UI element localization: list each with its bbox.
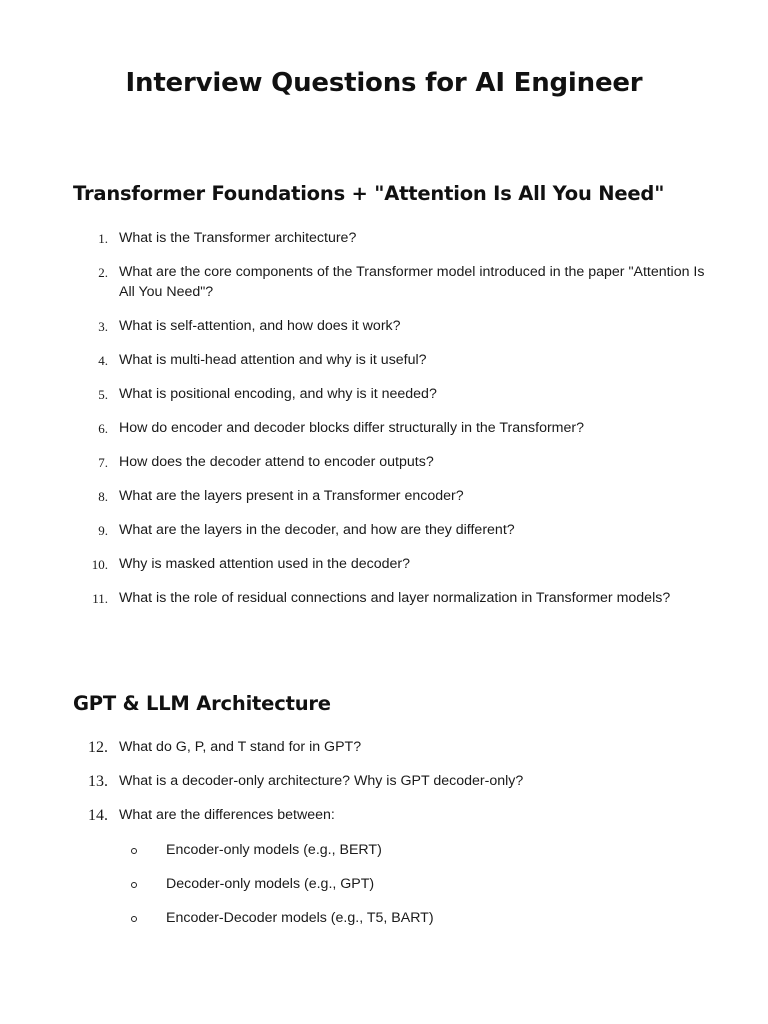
question-number: 13.	[88, 773, 108, 790]
question-text: What is the Transformer architecture?	[119, 230, 357, 246]
list-item	[0, 521, 768, 541]
sub-item-text: Decoder-only models (e.g., GPT)	[166, 876, 375, 892]
question-number: 14.	[88, 807, 108, 824]
list-item	[0, 772, 768, 792]
section-heading-gpt-llm-architecture: GPT & LLM Architecture	[73, 692, 331, 715]
question-list-transformer-foundations	[0, 229, 768, 623]
sub-item-text: Encoder-Decoder models (e.g., T5, BART)	[166, 910, 434, 926]
question-text: What do G, P, and T stand for in GPT?	[119, 739, 362, 755]
question-number: 12.	[88, 739, 108, 756]
question-text: What are the core components of the Transformer model introduced in the paper "Attention Is All You Need"?	[119, 264, 705, 300]
list-item	[0, 453, 768, 473]
question-text: How do encoder and decoder blocks differ structurally in the Transformer?	[119, 419, 585, 436]
hollow-bullet-icon	[131, 848, 137, 854]
list-item	[0, 806, 768, 826]
model-type-sublist	[0, 841, 768, 943]
hollow-bullet-icon	[131, 882, 137, 888]
list-item	[0, 351, 768, 371]
question-text: Why is masked attention used in the decoder?	[119, 555, 411, 572]
list-item	[0, 419, 768, 439]
question-number: 7.	[98, 454, 108, 470]
question-list-gpt-llm-architecture	[0, 738, 768, 840]
question-text: What is a decoder-only architecture? Why is GPT decoder-only?	[119, 773, 524, 789]
question-number: 8.	[98, 488, 108, 504]
question-text: What is positional encoding, and why is it needed?	[119, 385, 437, 402]
question-text: What is multi-head attention and why is it useful?	[119, 351, 427, 368]
list-item	[0, 738, 768, 758]
list-item	[0, 487, 768, 507]
question-number: 5.	[98, 386, 108, 402]
question-text: What are the layers present in a Transformer encoder?	[119, 487, 464, 504]
sub-item-text: Encoder-only models (e.g., BERT)	[166, 842, 382, 858]
page-title: Interview Questions for AI Engineer	[125, 68, 643, 98]
list-item	[0, 841, 768, 861]
question-text: What is self-attention, and how does it work?	[119, 317, 401, 334]
list-item	[0, 875, 768, 895]
question-number: 4.	[98, 352, 108, 368]
question-text: What is the role of residual connections and layer normalization in Transformer models?	[119, 589, 671, 606]
section-heading-transformer-foundations: Transformer Foundations + "Attention Is All You Need"	[73, 182, 665, 205]
list-item	[0, 263, 768, 302]
list-item	[0, 909, 768, 929]
list-item	[0, 589, 768, 609]
question-number: 2.	[98, 265, 108, 280]
question-text: What are the differences between:	[119, 807, 335, 823]
list-item	[0, 317, 768, 337]
question-number: 9.	[98, 522, 108, 538]
question-text: How does the decoder attend to encoder outputs?	[119, 453, 434, 470]
list-item	[0, 555, 768, 575]
question-number: 1.	[98, 231, 108, 246]
question-number: 11.	[92, 590, 108, 606]
hollow-bullet-icon	[131, 916, 137, 922]
question-number: 10.	[91, 556, 108, 572]
question-number: 6.	[98, 420, 108, 436]
question-text: What are the layers in the decoder, and how are they different?	[119, 521, 515, 538]
list-item	[0, 385, 768, 405]
question-number: 3.	[98, 318, 108, 334]
list-item	[0, 229, 768, 249]
